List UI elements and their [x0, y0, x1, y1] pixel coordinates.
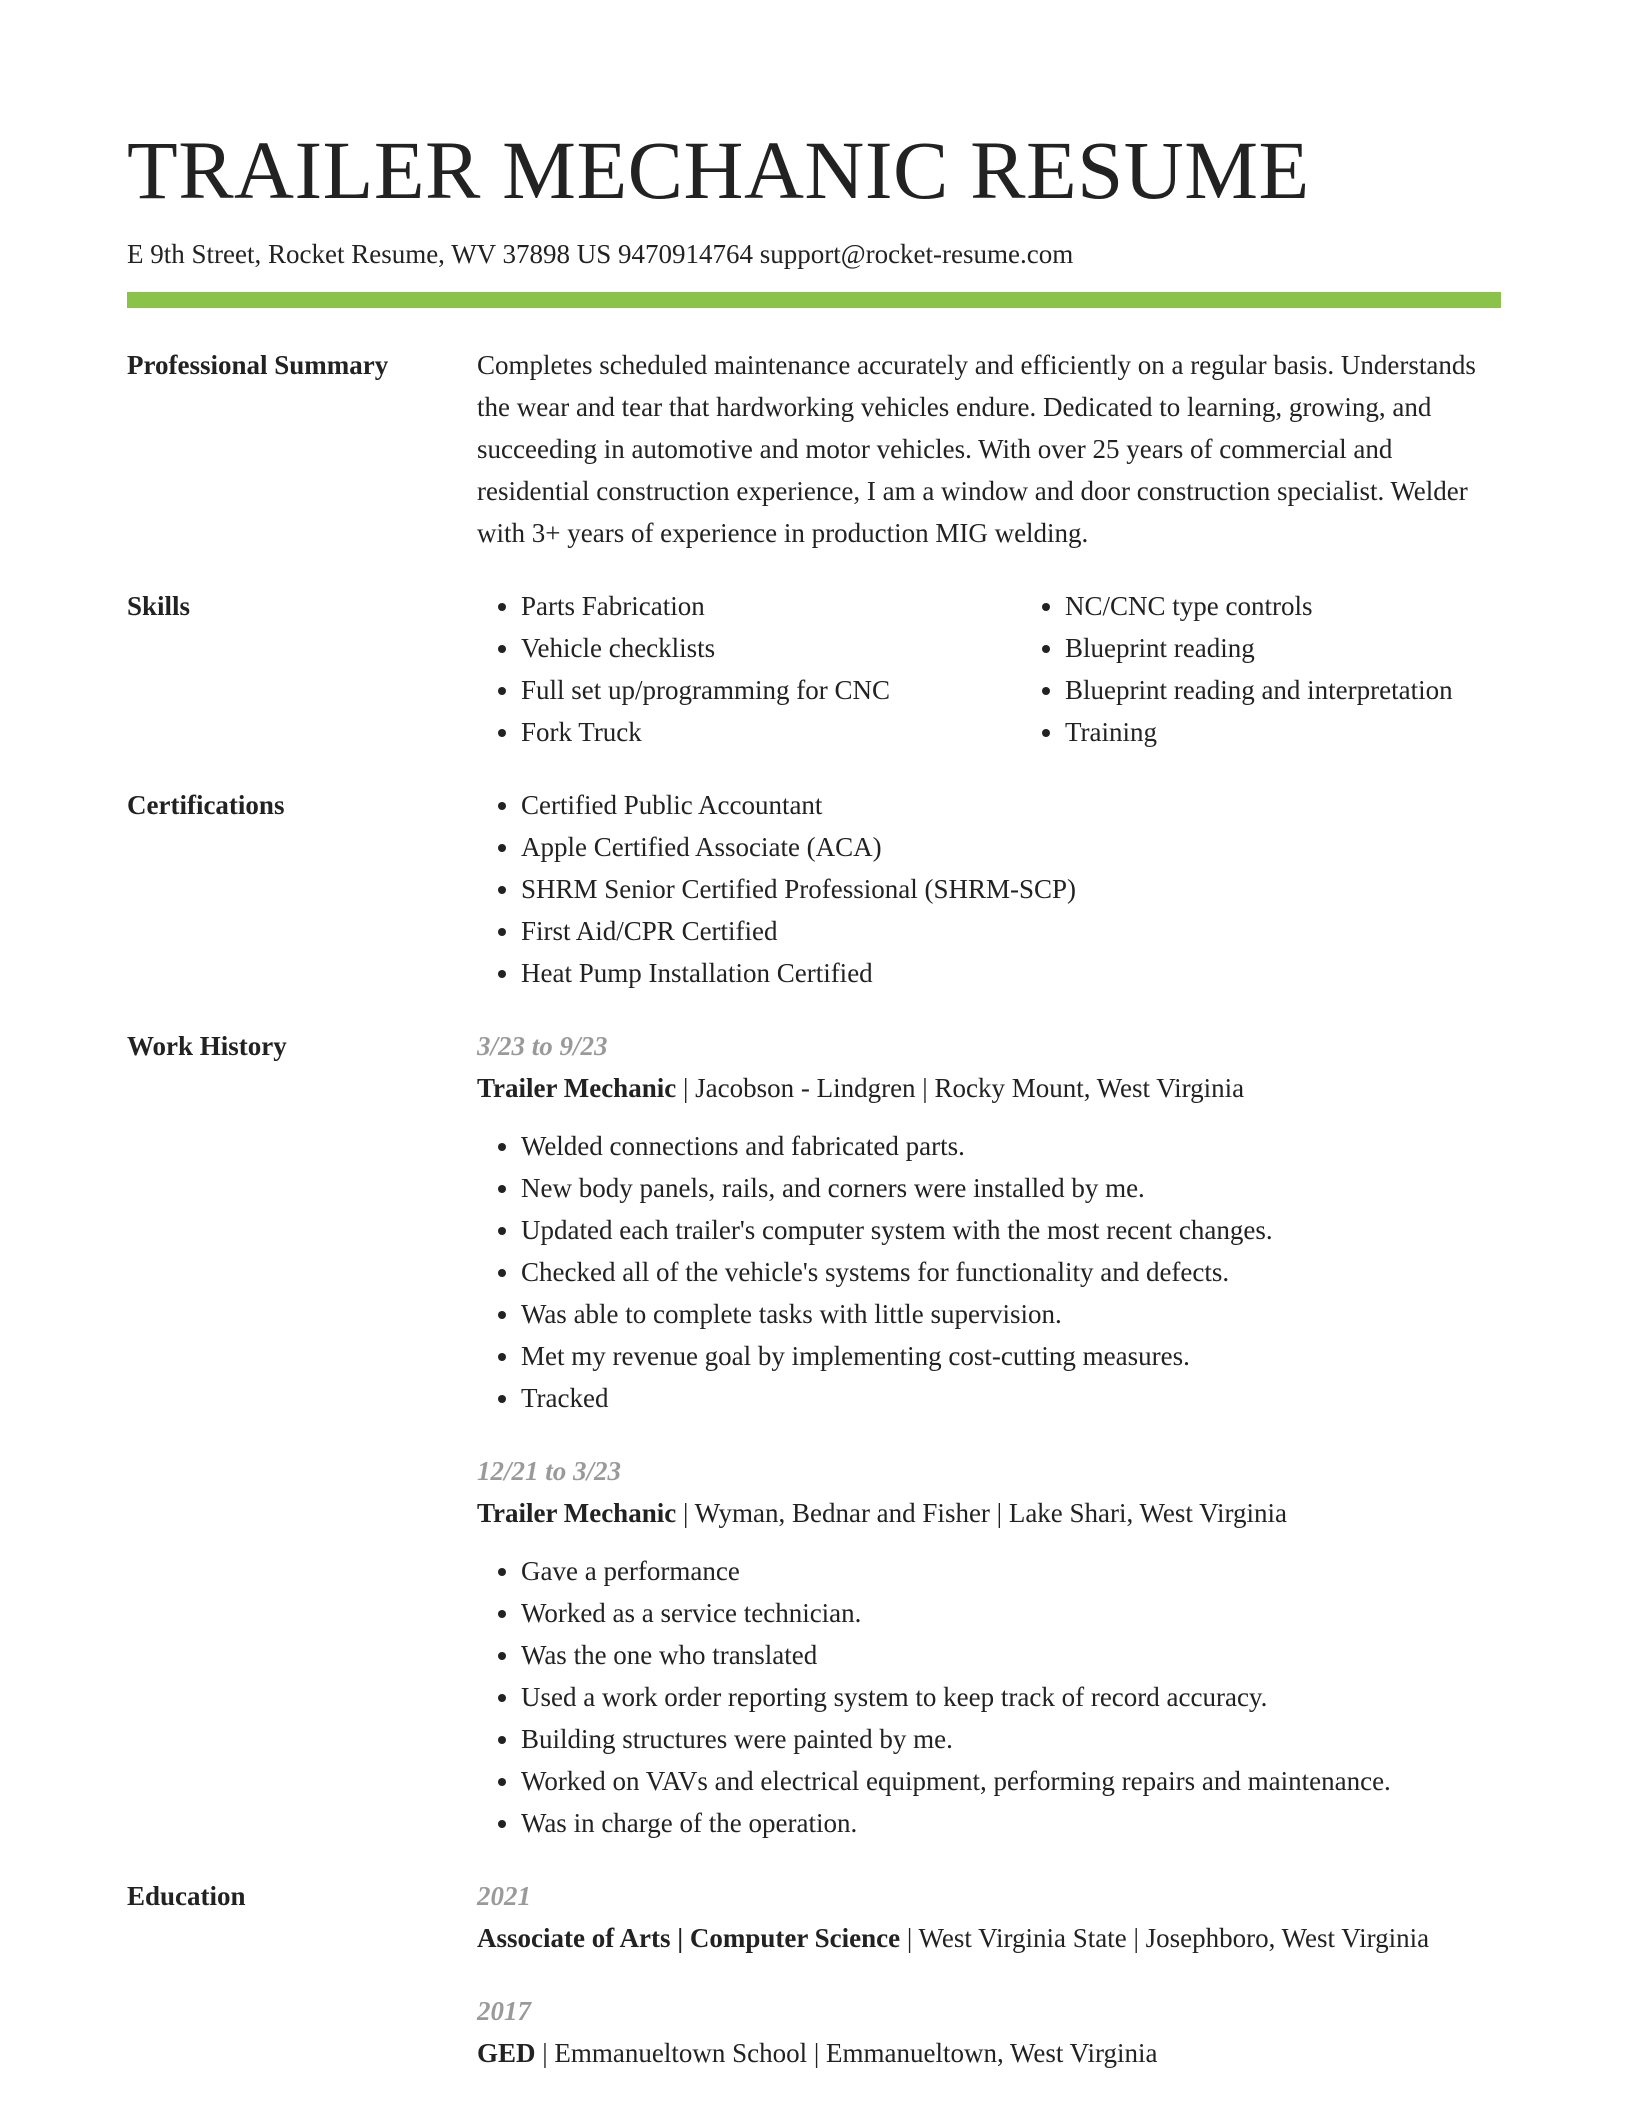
skills-section: [127, 585, 1501, 753]
skills-heading: Skills: [127, 591, 191, 621]
email: support@rocket-resume.com: [759, 239, 1074, 269]
accent-divider: [127, 292, 1501, 308]
summary-text: Completes scheduled maintenance accurately and efficiently on a regular basis. Understands the wear and tear that hardworking vehicles endure. Dedicated to learning, growing, and succeeding in automotive and motor vehicles. With over 25 years of commercial and residential construction experience, I am a window and door construction specialist. Welder with 3+ years of experience in production MIG welding.: [477, 350, 1476, 548]
certification-item: • Heat Pump Installation Certified: [521, 952, 1501, 994]
job-bullet: • Tracked: [521, 1377, 1501, 1419]
job-bullet: • Worked as a service technician.: [521, 1592, 1501, 1634]
education-year: 2017: [477, 1996, 531, 2026]
skill-item: • Full set up/programming for CNC: [521, 669, 1021, 711]
education-line: [477, 2032, 1501, 2074]
skill-item: • Parts Fabrication: [521, 585, 1021, 627]
skills-list-right: [1021, 585, 1565, 753]
certification-item: • Apple Certified Associate (ACA): [521, 826, 1501, 868]
job-details: | Jacobson - Lindgren | Rocky Mount, West Virginia: [676, 1073, 1245, 1103]
certifications-section: [127, 784, 1501, 994]
summary-section: [127, 344, 1501, 554]
skill-item: • NC/CNC type controls: [1065, 585, 1565, 627]
job-bullet: • New body panels, rails, and corners were installed by me.: [521, 1167, 1501, 1209]
job-bullet: • Worked on VAVs and electrical equipment, performing repairs and maintenance.: [521, 1760, 1501, 1802]
phone: 9470914764: [617, 239, 753, 269]
skill-item: • Fork Truck: [521, 711, 1021, 753]
education-year: 2021: [477, 1881, 531, 1911]
job-bullet: • Welded connections and fabricated parts.: [521, 1125, 1501, 1167]
skills-list-left: [477, 585, 1021, 753]
address: E 9th Street, Rocket Resume, WV 37898 US: [127, 239, 612, 269]
education-degree: Associate of Arts | Computer Science: [477, 1923, 901, 1953]
job-entry: [477, 1450, 1501, 1844]
certifications-list: [477, 784, 1501, 994]
job-bullet: • Used a work order reporting system to keep track of record accuracy.: [521, 1676, 1501, 1718]
education-line: [477, 1917, 1501, 1959]
summary-heading: Professional Summary: [127, 350, 389, 380]
job-title-line: [477, 1492, 1501, 1534]
job-bullet: • Building structures were painted by me.: [521, 1718, 1501, 1760]
job-entry: [477, 1025, 1501, 1419]
certification-item: • First Aid/CPR Certified: [521, 910, 1501, 952]
education-degree: GED: [477, 2038, 536, 2068]
education-entry: [477, 1875, 1501, 1959]
job-bullet: • Was able to complete tasks with little supervision.: [521, 1293, 1501, 1335]
education-heading: Education: [127, 1881, 246, 1911]
job-role: Trailer Mechanic: [477, 1073, 677, 1103]
skill-item: • Blueprint reading: [1065, 627, 1565, 669]
education-details: | West Virginia State | Josephboro, West Virginia: [900, 1923, 1430, 1953]
job-bullet: • Was in charge of the operation.: [521, 1802, 1501, 1844]
job-bullet: • Checked all of the vehicle's systems for functionality and defects.: [521, 1251, 1501, 1293]
skill-item: • Blueprint reading and interpretation: [1065, 669, 1565, 711]
job-role: Trailer Mechanic: [477, 1498, 677, 1528]
job-details: | Wyman, Bednar and Fisher | Lake Shari, West Virginia: [676, 1498, 1287, 1528]
job-bullet: • Met my revenue goal by implementing cost-cutting measures.: [521, 1335, 1501, 1377]
job-title-line: [477, 1067, 1501, 1109]
job-bullet: • Was the one who translated: [521, 1634, 1501, 1676]
job-bullet: • Gave a performance: [521, 1550, 1501, 1592]
work-history-section: [127, 1025, 1501, 1844]
job-bullets: [477, 1550, 1501, 1844]
certification-item: • Certified Public Accountant: [521, 784, 1501, 826]
education-details: | Emmanueltown School | Emmanueltown, West Virginia: [535, 2038, 1158, 2068]
skills-grid: [477, 585, 1565, 753]
education-section: [127, 1875, 1501, 2074]
skill-item: • Vehicle checklists: [521, 627, 1021, 669]
certifications-heading: Certifications: [127, 790, 285, 820]
education-entry: [477, 1990, 1501, 2074]
job-dates: 3/23 to 9/23: [477, 1031, 608, 1061]
contact-line: [127, 236, 1501, 272]
skill-item: • Training: [1065, 711, 1565, 753]
work-history-heading: Work History: [127, 1031, 287, 1061]
resume-title: TRAILER MECHANIC RESUME: [127, 124, 1310, 216]
certification-item: • SHRM Senior Certified Professional (SHRM-SCP): [521, 868, 1501, 910]
job-bullets: [477, 1125, 1501, 1419]
job-dates: 12/21 to 3/23: [477, 1456, 622, 1486]
job-bullet: • Updated each trailer's computer system with the most recent changes.: [521, 1209, 1501, 1251]
